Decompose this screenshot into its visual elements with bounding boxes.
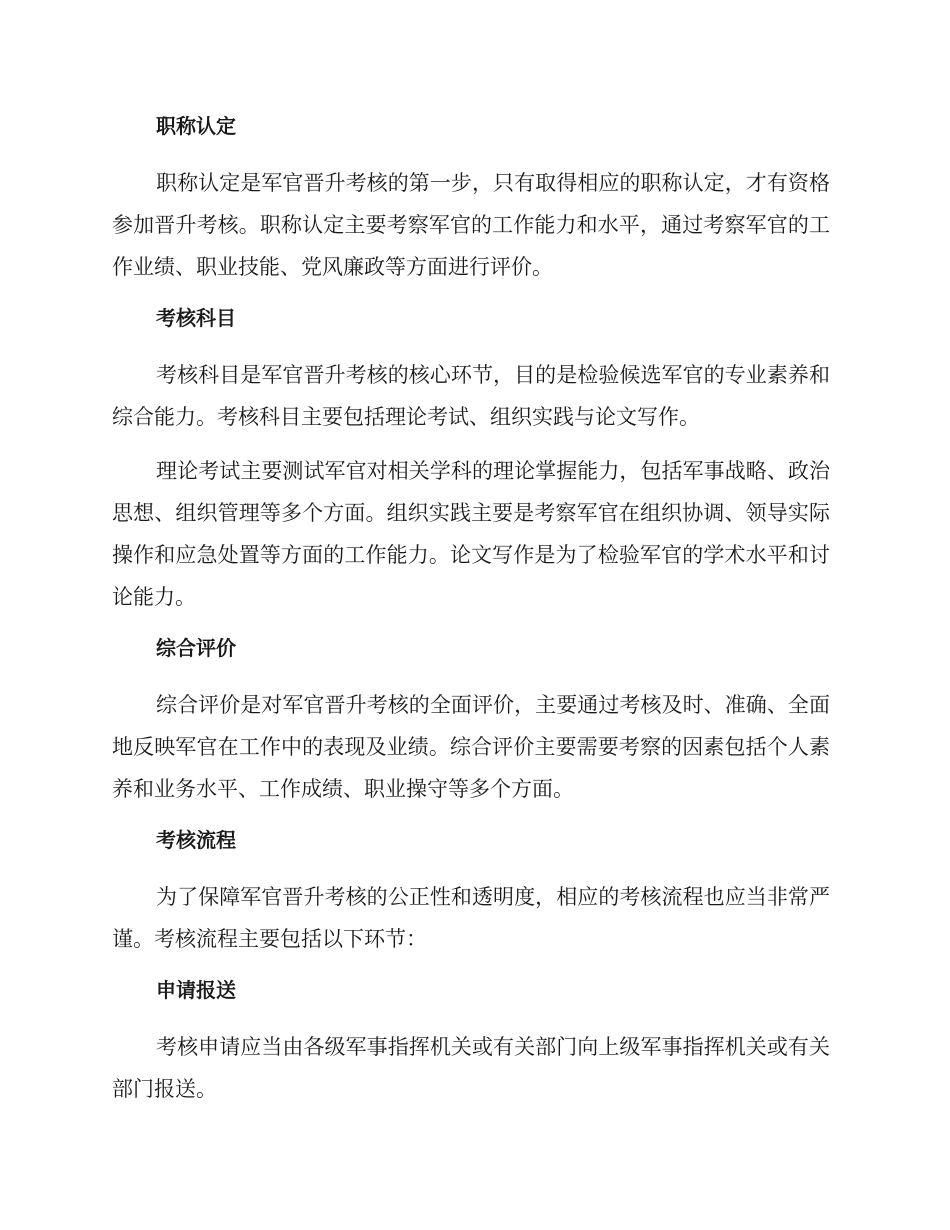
document-page bbox=[112, 108, 830, 1122]
section-heading: 职称认定 bbox=[156, 114, 236, 138]
section-paragraph: 综合评价是对军官晋升考核的全面评价，主要通过考核及时、准确、全面地反映军官在工作中的表现及业绩。综合评价主要需要考察的因素包括个人素养和业务水平、工作成绩、职业操守等多个方面。 bbox=[112, 693, 830, 801]
section-paragraph: 职称认定是军官晋升考核的第一步，只有取得相应的职称认定，才有资格参加晋升考核。职称认定主要考察军官的工作能力和水平，通过考察军官的工作业绩、职业技能、党风廉政等方面进行评价。 bbox=[112, 171, 830, 279]
section-paragraph: 考核申请应当由各级军事指挥机关或有关部门向上级军事指挥机关或有关部门报送。 bbox=[112, 1035, 830, 1101]
section-paragraph: 考核科目是军官晋升考核的核心环节，目的是检验候选军官的专业素养和综合能力。考核科目主要包括理论考试、组织实践与论文写作。 bbox=[112, 363, 830, 429]
section-heading: 考核科目 bbox=[156, 306, 236, 330]
section-heading: 综合评价 bbox=[156, 636, 236, 660]
section-paragraph: 理论考试主要测试军官对相关学科的理论掌握能力，包括军事战略、政治思想、组织管理等多个方面。组织实践主要是考察军官在组织协调、领导实际操作和应急处置等方面的工作能力。论文写作是为了检验军官的学术水平和讨论能力。 bbox=[112, 459, 830, 609]
section-heading: 考核流程 bbox=[156, 828, 236, 852]
section-paragraph: 为了保障军官晋升考核的公正性和透明度，相应的考核流程也应当非常严谨。考核流程主要包括以下环节： bbox=[112, 885, 830, 951]
section-heading: 申请报送 bbox=[156, 978, 236, 1002]
